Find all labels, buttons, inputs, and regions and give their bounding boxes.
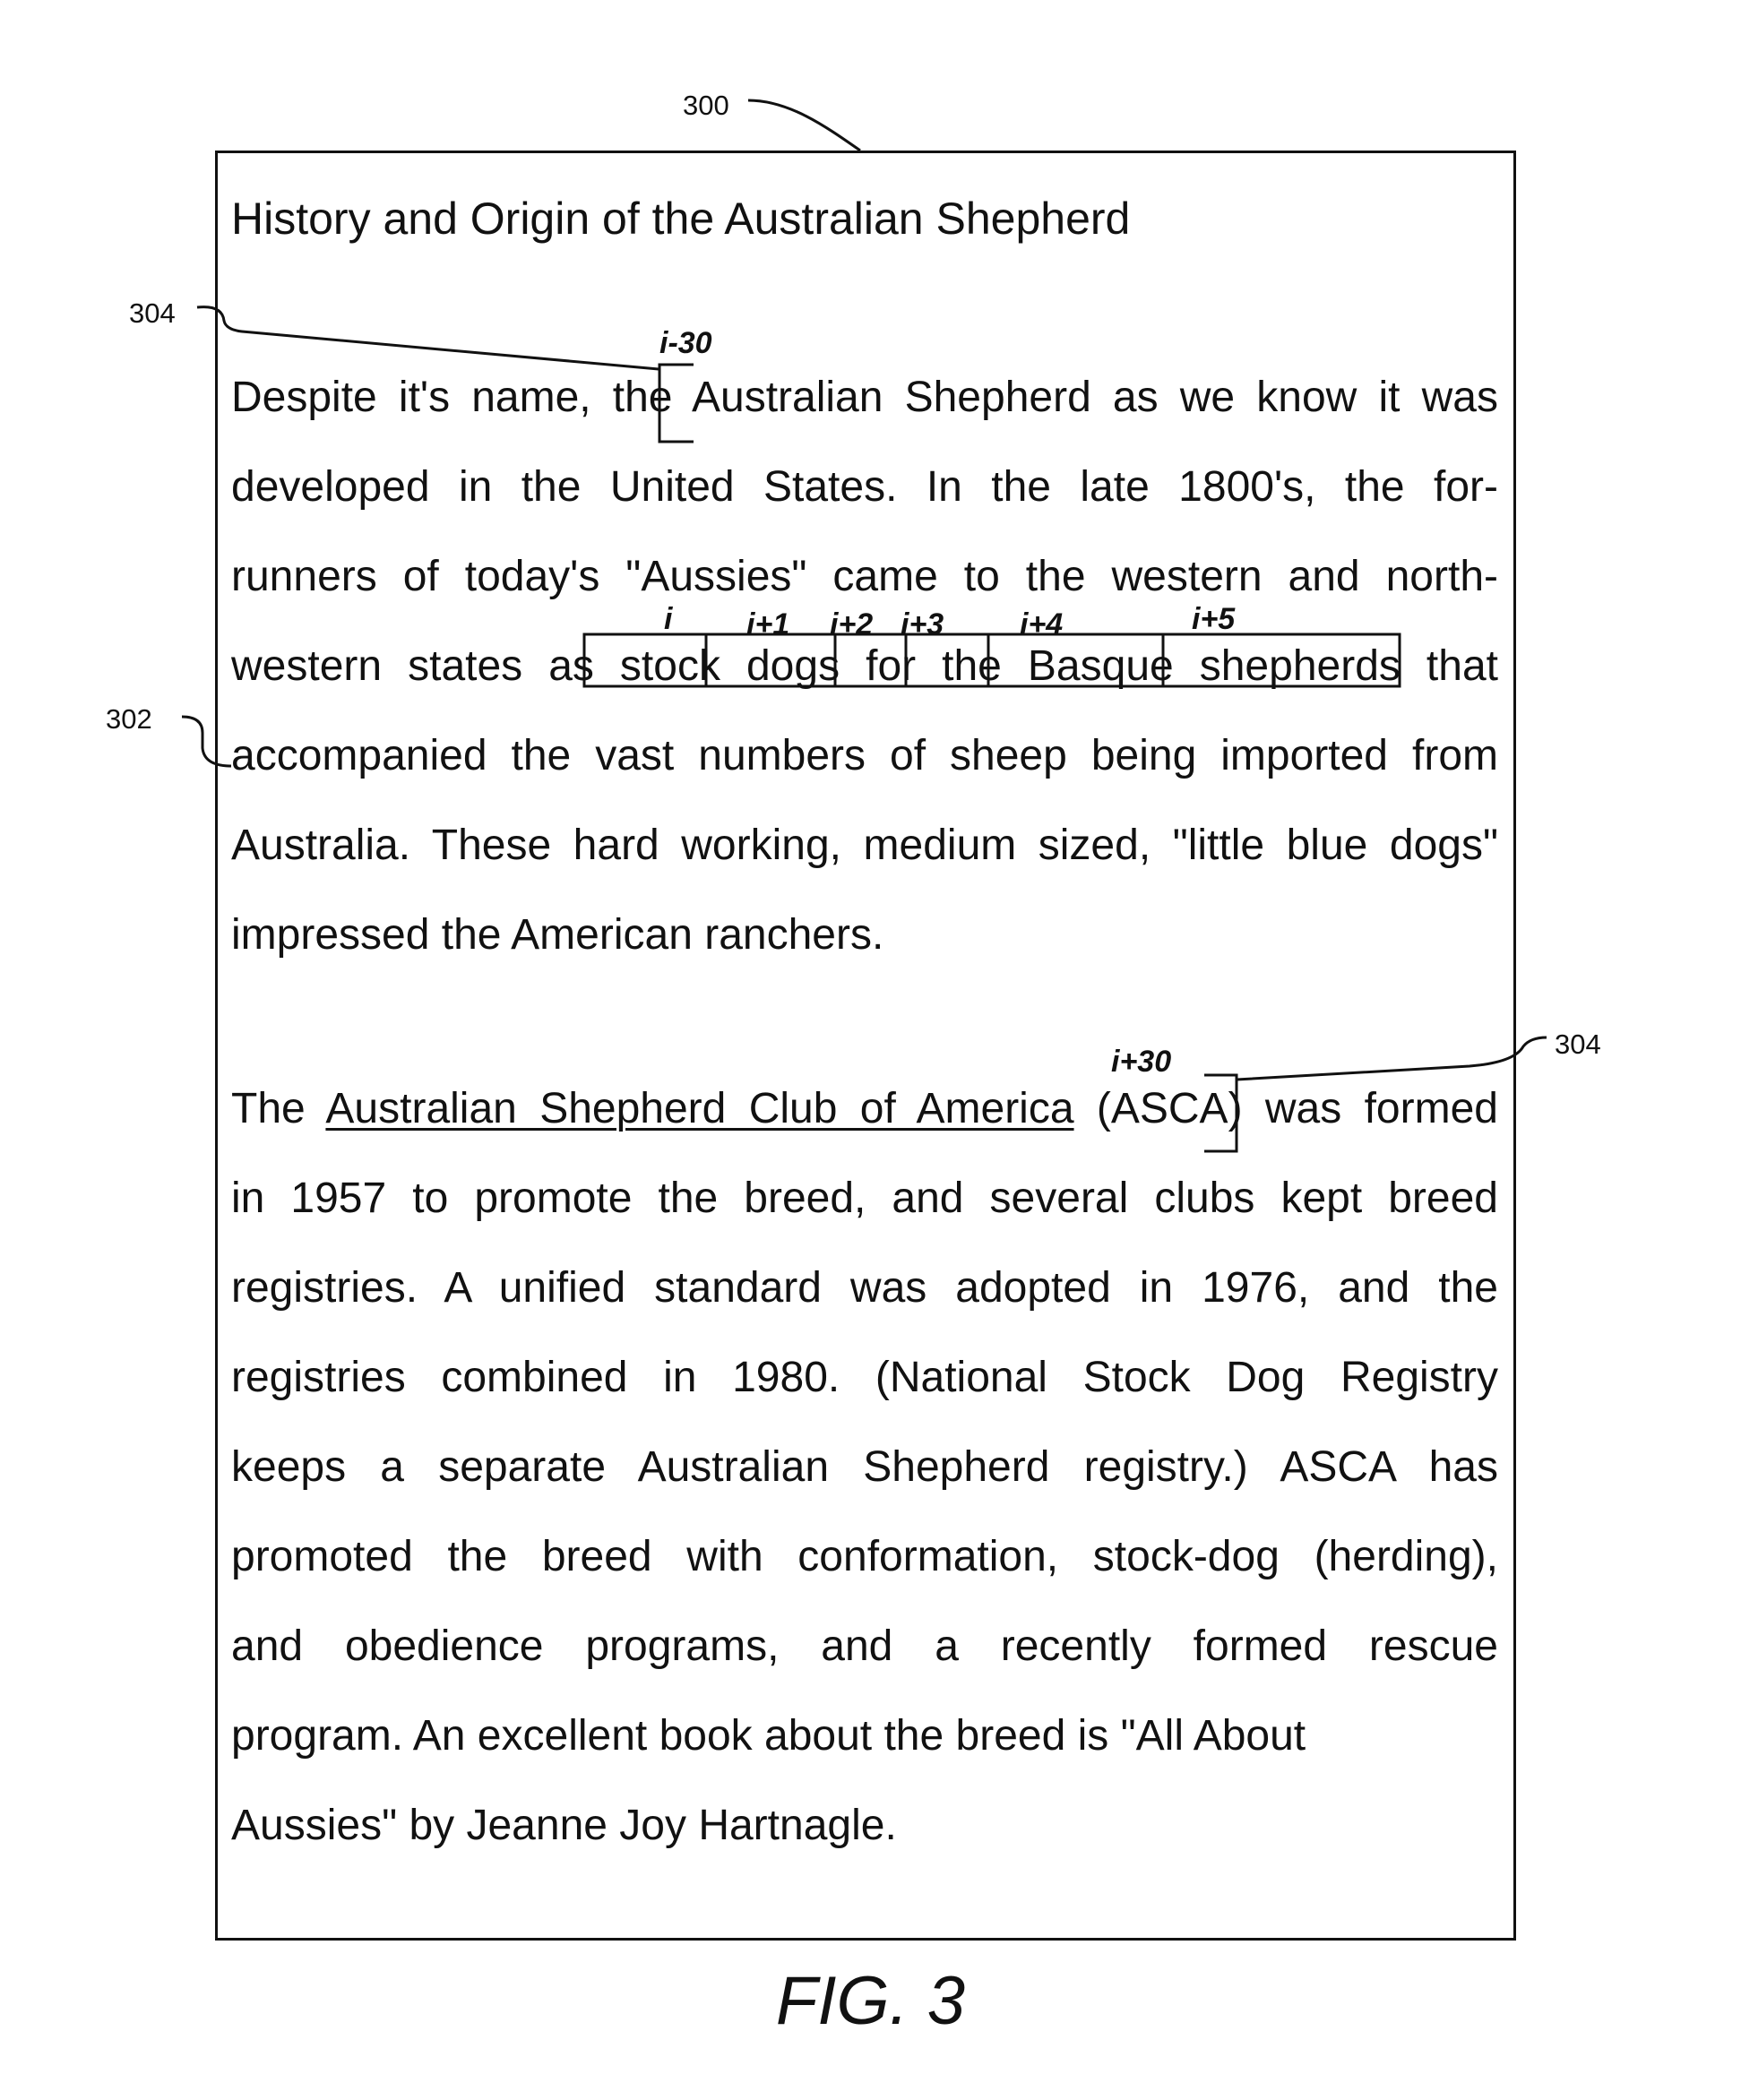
text-line: runners of today's "Aussies" came to the western and north- (231, 553, 1498, 600)
word-index-next: i+3 (901, 607, 944, 641)
word-index-current: i (664, 602, 673, 636)
sequence-reference-number: 302 (106, 703, 152, 735)
word-index-next: i+5 (1192, 602, 1236, 636)
word-index-next: i+4 (1020, 607, 1064, 641)
window-start-bracket (659, 365, 694, 442)
bracket-reference-number-top: 304 (129, 297, 176, 329)
text-line: registries combined in 1980. (National Stock Dog Registry (231, 1354, 1498, 1401)
text-line: Aussies" by Jeanne Joy Hartnagle. (231, 1802, 897, 1849)
text-segment: (ASCA) was formed (1073, 1085, 1498, 1132)
window-end-leader-line (1237, 1037, 1547, 1080)
text-line: developed in the United States. In the late 1800's, the for- (231, 463, 1498, 511)
figure-reference-number: 300 (683, 90, 729, 121)
text-line: impressed the American ranchers. (231, 911, 884, 959)
figure-leader-line (748, 100, 860, 151)
text-line: registries. A unified standard was adopted in 1976, and the (231, 1264, 1498, 1312)
text-line: Despite it's name, the Australian Shepherd as we know it was (231, 374, 1498, 421)
text-line: promoted the breed with conformation, stock-dog (herding), (231, 1533, 1498, 1580)
word-index-next: i+2 (830, 607, 874, 641)
text-line: western states as stock dogs for the Basque shepherds that (231, 642, 1498, 690)
document-title: History and Origin of the Australian Shepherd (231, 194, 1131, 244)
club-link[interactable]: Australian Shepherd Club of America (325, 1085, 1074, 1132)
text-line: in 1957 to promote the breed, and several clubs kept breed (231, 1175, 1498, 1222)
word-index-window-start: i-30 (659, 326, 712, 360)
text-line: Australia. These hard working, medium sized, "little blue dogs" (231, 822, 1498, 869)
text-line: and obedience programs, and a recently formed rescue (231, 1622, 1498, 1670)
window-start-leader-line (197, 307, 659, 369)
text-line: keeps a separate Australian Shepherd registry.) ASCA has (231, 1443, 1498, 1491)
sequence-leader-line (182, 717, 231, 766)
window-end-bracket (1204, 1075, 1237, 1151)
word-index-window-end: i+30 (1111, 1045, 1172, 1079)
figure-caption: FIG. 3 (775, 1963, 966, 2039)
text-line: accompanied the vast numbers of sheep being imported from (231, 732, 1498, 779)
bracket-reference-number-bottom: 304 (1555, 1028, 1601, 1060)
text-line: program. An excellent book about the breed is "All About (231, 1712, 1306, 1760)
word-index-next: i+1 (746, 607, 790, 641)
text-segment: The (231, 1085, 326, 1132)
